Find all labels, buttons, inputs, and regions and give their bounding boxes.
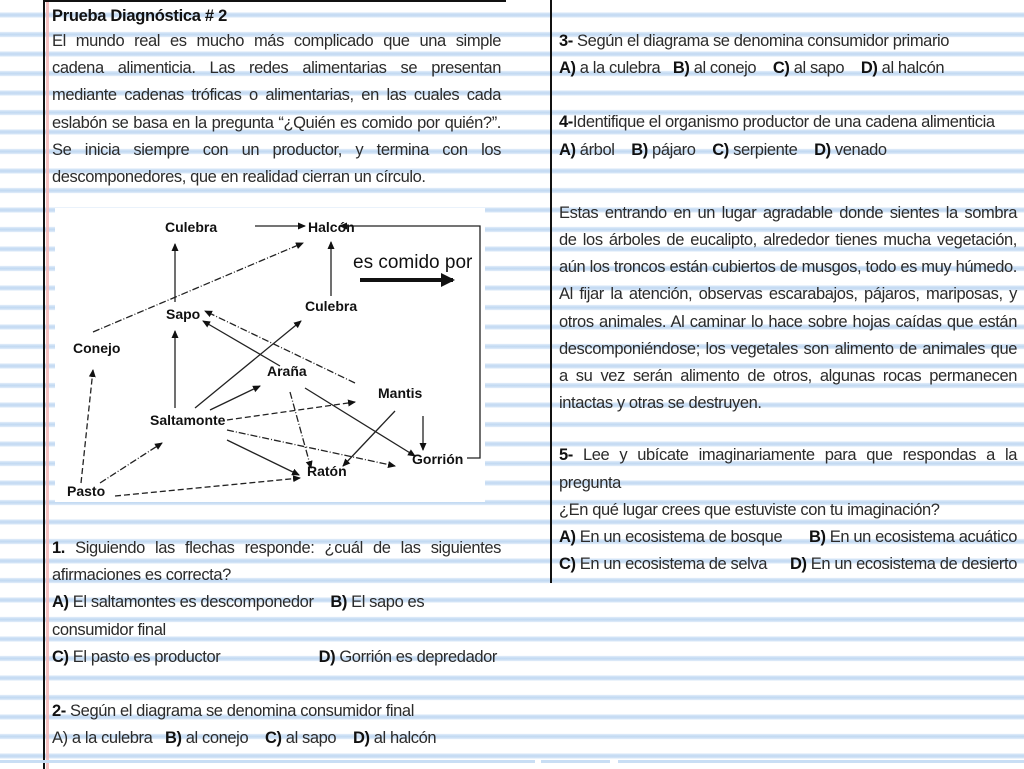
question-2	[52, 698, 501, 752]
node-saltamonte: Saltamonte	[150, 412, 226, 428]
node-culebra-mid: Culebra	[305, 298, 358, 314]
page-bottom-line	[541, 760, 610, 763]
node-pasto: Pasto	[67, 483, 106, 499]
question-3	[559, 28, 1017, 82]
left-column-top-border	[43, 0, 506, 2]
option-a[interactable]: A) a la culebra	[559, 59, 661, 78]
option-c[interactable]: C) al sapo	[772, 59, 845, 78]
right-column-border	[550, 0, 552, 583]
edge-pasto-raton	[115, 478, 300, 496]
option-a[interactable]: A) En un ecosistema de bosque	[559, 528, 783, 547]
right-column	[559, 28, 1017, 578]
question-number: 4-	[559, 113, 573, 132]
left-column	[52, 4, 501, 191]
question-text: Lee y ubícate imaginariamente para que respondas a la pregunta	[559, 446, 1017, 492]
option-c[interactable]: C) al sapo	[264, 729, 337, 748]
node-conejo: Conejo	[73, 340, 121, 356]
question-5	[559, 442, 1017, 578]
edge-arana-sapo	[203, 321, 280, 366]
edge-saltamonte-raton	[227, 440, 299, 475]
option-c[interactable]: C) El pasto es productor	[52, 647, 221, 666]
food-web-diagram	[55, 208, 485, 502]
node-halcon: Halcón	[308, 219, 355, 235]
question-number: 2-	[52, 702, 66, 721]
option-a[interactable]: A) árbol	[559, 140, 615, 159]
option-b[interactable]: B) El sapo es consumidor final	[52, 593, 425, 639]
option-c[interactable]: C) serpiente	[712, 140, 798, 159]
node-raton: Ratón	[307, 463, 347, 479]
edge-saltamonte-gorrion	[227, 430, 395, 466]
question-number: 3-	[559, 32, 573, 50]
node-sapo: Sapo	[166, 306, 201, 322]
edge-arana-raton	[290, 392, 311, 468]
intro-paragraph: El mundo real es mucho más complicado que una simple cadena alimenticia. Las redes alimentarias se presentan mediante cadenas tróficas o alimentarias, en las cuales cada eslabón se basa en la pregunta “¿Quién es comido por quién?”. Se inicia siempre con un productor, y termina con los descomponedores, que en realidad cierran un círculo.	[52, 32, 501, 187]
question-number: 1.	[52, 539, 65, 557]
question-text: Según el diagrama se denomina consumidor final	[65, 702, 414, 721]
option-a[interactable]: A) El saltamontes es descomponedor	[52, 593, 314, 612]
edge-saltamonte-mantis	[227, 402, 355, 420]
option-b[interactable]: B) En un ecosistema acuático	[808, 528, 1017, 547]
option-b[interactable]: B) al conejo	[164, 729, 249, 748]
edge-pasto-saltamonte	[100, 443, 162, 483]
question-text: Identifique el organismo productor de una cadena alimenticia	[572, 113, 995, 132]
node-culebra-top: Culebra	[165, 219, 218, 235]
question-4	[559, 109, 1017, 163]
page-bottom-line	[618, 760, 1024, 763]
page-bottom-line	[0, 760, 535, 763]
legend-label: es comido por	[353, 252, 473, 273]
option-b[interactable]: B) al conejo	[672, 59, 757, 78]
question-text: Siguiendo las flechas responde: ¿cuál de las siguientes afirmaciones es correcta?	[52, 539, 501, 585]
edge-pasto-conejo	[81, 370, 93, 483]
option-b[interactable]: B) pájaro	[631, 140, 696, 159]
node-mantis: Mantis	[378, 385, 423, 401]
option-d[interactable]: D) venado	[814, 140, 887, 159]
question-1	[52, 535, 501, 752]
left-column-border	[43, 0, 45, 769]
question-text: Según el diagrama se denomina consumidor primario	[572, 32, 950, 50]
option-c[interactable]: C) En un ecosistema de selva	[559, 555, 768, 574]
question-prompt: ¿En qué lugar crees que estuviste con tu imaginación?	[559, 500, 940, 519]
option-d[interactable]: D) al halcón	[860, 59, 945, 78]
notebook-margin-line	[46, 0, 49, 769]
page-title: Prueba Diagnóstica # 2	[52, 7, 227, 25]
option-d[interactable]: D) Gorrión es depredador	[318, 647, 497, 666]
option-a[interactable]: A) a la culebra	[52, 729, 153, 748]
option-d[interactable]: D) En un ecosistema de desierto	[790, 555, 1017, 574]
node-arana: Araña	[267, 363, 307, 379]
question-number: 5-	[559, 446, 573, 465]
food-web-svg	[55, 208, 485, 502]
option-d[interactable]: D) al halcón	[352, 729, 437, 748]
node-gorrion: Gorrión	[412, 451, 464, 467]
reading-passage: Estas entrando en un lugar agradable donde sientes la sombra de los árboles de eucalipto, alrededor tienes mucha vegetación, aún los troncos están cubiertos de musgos, todo es muy húmedo. Al fijar la atención, observas escarabajos, pájaros, mariposas, y otros animales. Al caminar lo hace sobre hojas caídas que están descomponiéndose; los vegetales son alimento de animales que a su vez serán alimento de otros, algunas rocas permanecen intactas y otras se destruyen.	[559, 203, 1017, 413]
